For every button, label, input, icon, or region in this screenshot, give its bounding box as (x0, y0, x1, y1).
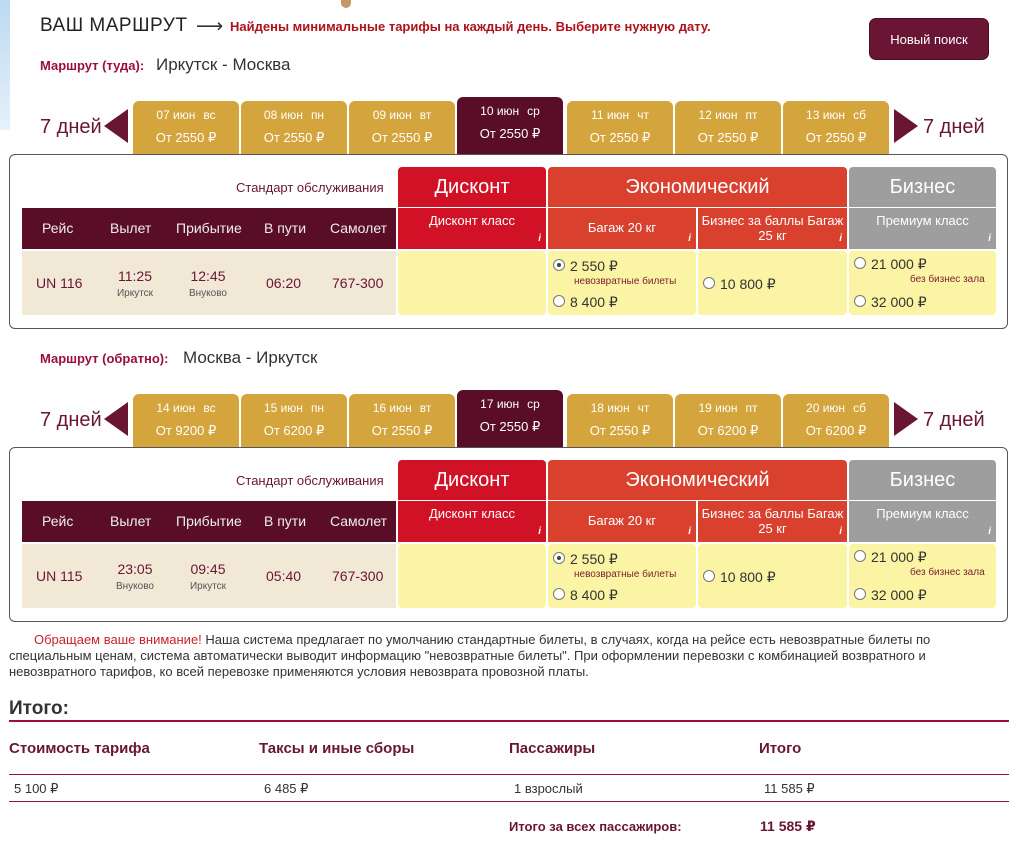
fare-price: 32 000 ₽ (871, 587, 927, 603)
info-icon[interactable]: i (988, 233, 991, 244)
fare-cell-business (849, 251, 996, 315)
fare-cell-business (849, 544, 996, 608)
class-header-business: Бизнес (849, 460, 996, 500)
date-tab-date: 14 июн вс (156, 401, 216, 415)
fare-premium-class: Премиум класс i (849, 208, 996, 249)
flight-duration: 05:40 (266, 568, 302, 584)
fare-note: невозвратные билеты (574, 276, 677, 287)
date-tab[interactable] (783, 101, 889, 155)
fare-radio[interactable] (553, 588, 565, 600)
totals-title: Итого: (9, 698, 69, 719)
fare-cell-points (698, 251, 847, 315)
prev-week-arrow-icon[interactable] (104, 109, 128, 143)
aircraft-type: 767-300 (332, 275, 384, 291)
fare-cell-economy (548, 251, 696, 315)
table-header (22, 208, 396, 249)
date-tab-price: От 2550 ₽ (371, 423, 433, 438)
fare-business-points: Бизнес за баллы Багаж 25 кг i (698, 208, 847, 249)
date-tab-price: От 6200 ₽ (805, 423, 867, 438)
fare-radio[interactable] (553, 295, 565, 307)
date-tab-price: От 2550 ₽ (805, 130, 867, 145)
totals-row-divider (9, 774, 1009, 775)
date-tab-price: От 2550 ₽ (479, 126, 541, 141)
next-week-arrow-icon[interactable] (894, 109, 918, 143)
fare-radio[interactable] (854, 257, 866, 269)
fare-note: невозвратные билеты (574, 569, 677, 580)
refund-notice (9, 632, 1009, 680)
date-tab[interactable] (783, 394, 889, 448)
date-tab[interactable] (133, 394, 239, 448)
totals-passengers-value: 1 взрослый (514, 781, 583, 796)
date-tab-date: 12 июн пт (698, 108, 758, 122)
class-header-economy: Экономический (548, 167, 847, 207)
col-arrival: Прибытие (176, 220, 242, 236)
route-label-inbound: Маршрут (обратно): (40, 351, 169, 366)
date-tab-date: 13 июн сб (806, 108, 866, 122)
date-tab-price: От 6200 ₽ (263, 423, 325, 438)
decorative-shape (341, 0, 351, 8)
date-tab[interactable] (349, 394, 455, 448)
fare-price: 2 550 ₽ (570, 258, 618, 274)
route-label-outbound: Маршрут (туда): (40, 58, 145, 73)
totals-fare-value: 5 100 ₽ (14, 781, 59, 796)
fare-cell-economy (548, 544, 696, 608)
flight-number: UN 116 (36, 275, 83, 291)
flight-row (22, 251, 396, 315)
notice-text: Наша система предлагает по умолчанию стандартные билеты, в случаях, когда на рейсе есть невозвратные билеты по специальным ценам, система автоматически выводит информацию "невозвратные билеты". При оформлении перевозки с комбинацией возвратного и невозвратного тарифов, ко всей перевозке применяются условия невозврата провозной платы. (9, 632, 931, 679)
date-tab-price: От 2550 ₽ (479, 419, 541, 434)
flight-row (22, 544, 396, 608)
totals-total-value: 11 585 ₽ (764, 781, 815, 796)
date-tab-price: От 6200 ₽ (697, 423, 759, 438)
date-tab-date: 19 июн пт (698, 401, 758, 415)
date-tab[interactable] (349, 101, 455, 155)
route-cities-inbound: Москва - Иркутск (183, 348, 318, 367)
date-tab[interactable] (675, 394, 781, 448)
notice-attention: Обращаем ваше внимание! (34, 632, 202, 647)
totals-taxes-value: 6 485 ₽ (264, 781, 309, 796)
flight-duration: 06:20 (266, 275, 302, 291)
info-icon[interactable]: i (839, 526, 842, 537)
fare-price: 10 800 ₽ (720, 276, 776, 292)
date-tab-price: От 2550 ₽ (263, 130, 325, 145)
class-header-economy: Экономический (548, 460, 847, 500)
date-tab-selected[interactable] (457, 97, 563, 155)
fare-price: 32 000 ₽ (871, 294, 927, 310)
grand-total-value: 11 585 ₽ (760, 818, 816, 834)
fare-price: 10 800 ₽ (720, 569, 776, 585)
next-week-arrow-icon[interactable] (894, 402, 918, 436)
date-tab-date: 08 июн пн (263, 108, 325, 122)
date-tab-price: От 9200 ₽ (155, 423, 217, 438)
departure-info: 23:05 Внуково (115, 561, 154, 592)
fare-radio[interactable] (703, 277, 715, 289)
aircraft-type: 767-300 (332, 568, 384, 584)
date-tab-date: 07 июн вс (156, 108, 216, 122)
date-tab[interactable] (241, 394, 347, 448)
date-tab[interactable] (133, 101, 239, 155)
info-icon[interactable]: i (538, 233, 541, 244)
info-message: Найдены минимальные тарифы на каждый день. Выберите нужную дату. (230, 19, 711, 34)
fare-economy-baggage: Багаж 20 кг i (548, 501, 696, 542)
totals-row-divider (9, 801, 1009, 802)
background-sky (0, 0, 10, 130)
col-departure: Вылет (110, 513, 152, 529)
fare-radio[interactable] (703, 570, 715, 582)
service-standard-label: Стандарт обслуживания (236, 180, 384, 195)
fare-radio-selected[interactable] (553, 552, 565, 564)
fare-radio[interactable] (854, 588, 866, 600)
fare-note: без бизнес зала (910, 274, 985, 285)
date-tab-price: От 2550 ₽ (371, 130, 433, 145)
fare-cell-points (698, 544, 847, 608)
date-tab[interactable] (241, 101, 347, 155)
prev-7-days-label[interactable]: 7 дней (40, 116, 102, 138)
fare-price: 8 400 ₽ (570, 294, 618, 310)
fare-price: 8 400 ₽ (570, 587, 618, 603)
date-tab-price: От 2550 ₽ (155, 130, 217, 145)
date-tab-date: 20 июн сб (806, 401, 866, 415)
col-arrival: Прибытие (176, 513, 242, 529)
class-header-discount: Дисконт (398, 460, 546, 500)
fare-discount-class: Дисконт класс i (398, 208, 546, 249)
date-tab-price: От 2550 ₽ (589, 423, 651, 438)
fare-economy-baggage: Багаж 20 кг i (548, 208, 696, 249)
date-tab-date: 15 июн пн (263, 401, 325, 415)
next-7-days-label[interactable]: 7 дней (923, 116, 985, 138)
arrival-info: 12:45 Внуково (188, 268, 227, 299)
prev-7-days-label[interactable]: 7 дней (40, 409, 102, 431)
info-icon[interactable]: i (538, 526, 541, 537)
fare-cell-discount (398, 251, 546, 315)
date-tab-date: 09 июн вт (372, 108, 432, 122)
info-icon[interactable]: i (688, 526, 691, 537)
date-tab-date: 18 июн чт (590, 401, 650, 415)
fare-radio[interactable] (854, 550, 866, 562)
arrival-info: 09:45 Иркутск (189, 561, 227, 592)
class-header-business: Бизнес (849, 167, 996, 207)
date-tab-price: От 2550 ₽ (697, 130, 759, 145)
date-tab-price: От 2550 ₽ (589, 130, 651, 145)
table-header (22, 501, 396, 542)
col-duration: В пути (264, 513, 307, 529)
fare-price: 2 550 ₽ (570, 551, 618, 567)
col-departure: Вылет (110, 220, 152, 236)
fare-discount-class: Дисконт класс i (398, 501, 546, 542)
prev-week-arrow-icon[interactable] (104, 402, 128, 436)
fare-premium-class: Премиум класс i (849, 501, 996, 542)
totals-header-taxes: Таксы и иные сборы (259, 740, 415, 757)
totals-header-passengers: Пассажиры (509, 740, 596, 757)
class-header-discount: Дисконт (398, 167, 546, 207)
grand-total-label: Итого за всех пассажиров: (509, 819, 682, 834)
date-tab[interactable] (567, 394, 673, 448)
fare-cell-discount (398, 544, 546, 608)
col-duration: В пути (264, 220, 307, 236)
route-cities-outbound: Иркутск - Москва (156, 55, 291, 74)
date-tab-date: 17 июн ср (480, 397, 540, 411)
departure-info: 11:25 Иркутск (116, 268, 154, 299)
fare-price: 21 000 ₽ (871, 549, 927, 565)
new-search-button[interactable]: Новый поиск (869, 18, 989, 60)
col-aircraft: Самолет (330, 513, 388, 529)
service-standard-label: Стандарт обслуживания (236, 473, 384, 488)
date-tab-date: 11 июн чт (591, 108, 649, 122)
flight-table-outbound (9, 154, 1008, 329)
col-aircraft: Самолет (330, 220, 388, 236)
date-tab-selected[interactable] (457, 390, 563, 448)
flight-number: UN 115 (36, 568, 83, 584)
flight-table-inbound (9, 447, 1008, 622)
info-icon[interactable]: i (988, 526, 991, 537)
next-7-days-label[interactable]: 7 дней (923, 409, 985, 431)
date-tab[interactable] (567, 101, 673, 155)
fare-price: 21 000 ₽ (871, 256, 927, 272)
date-tab-date: 16 июн вт (372, 401, 432, 415)
date-tab-date: 10 июн ср (480, 104, 540, 118)
totals-header-fare: Стоимость тарифа (9, 740, 150, 757)
fare-radio[interactable] (854, 295, 866, 307)
totals-header-total: Итого (759, 740, 802, 757)
arrow-right-icon: ⟶ (196, 16, 224, 37)
col-flight: Рейс (42, 513, 74, 529)
fare-radio-selected[interactable] (553, 259, 565, 271)
info-icon[interactable]: i (839, 233, 842, 244)
date-tab[interactable] (675, 101, 781, 155)
fare-business-points: Бизнес за баллы Багаж 25 кг i (698, 501, 847, 542)
page-title: ВАШ МАРШРУТ (40, 15, 188, 36)
totals-divider (9, 720, 1009, 722)
info-icon[interactable]: i (688, 233, 691, 244)
col-flight: Рейс (42, 220, 74, 236)
fare-note: без бизнес зала (910, 567, 985, 578)
